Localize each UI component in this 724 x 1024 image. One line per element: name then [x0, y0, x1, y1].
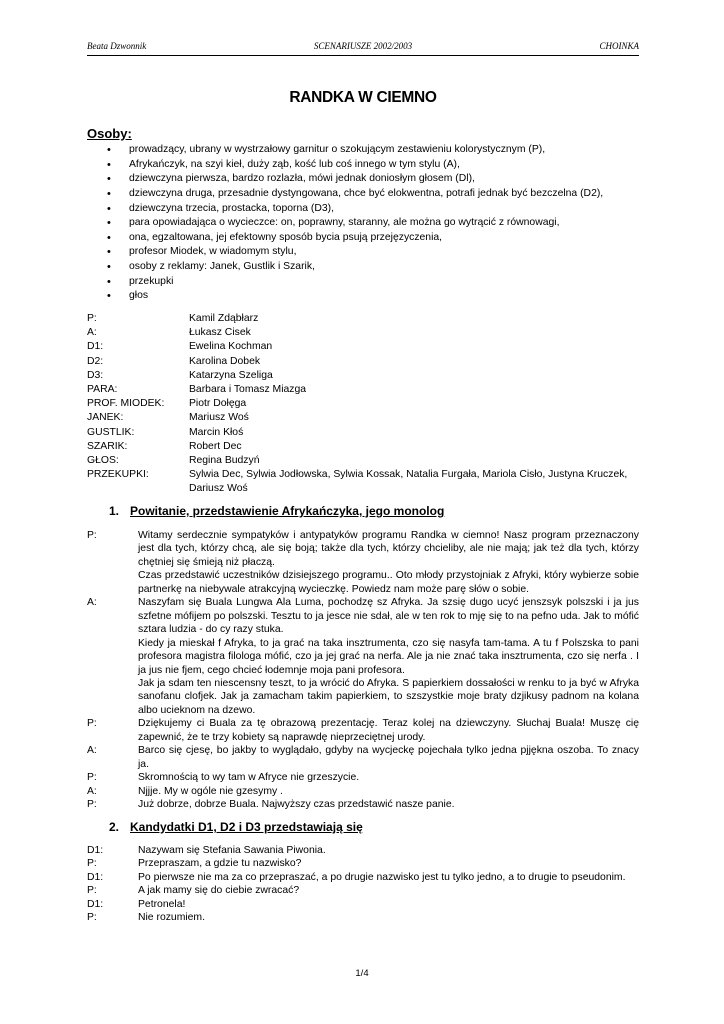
- header-author: Beata Dzwonnik: [87, 41, 147, 51]
- speech-paragraph: Jak ja sdam ten niescensny teszt, to ja wrócić do Afryka. S papierkiem dossałości w renku to ja być w Afryka sanofanu clofjek. Jak ja zamacham takim papierkiem, to szszystkie moje braty dzjikusy padnom na kolana albo ucieknom na dzewo.: [138, 677, 639, 716]
- speech-text: [138, 798, 639, 811]
- speech-text: [138, 596, 639, 717]
- speaker-label: P:: [87, 885, 97, 897]
- cast-role: P:: [87, 313, 97, 324]
- cast-actor: Ewelina Kochman: [189, 341, 273, 353]
- cast-list: [87, 312, 639, 497]
- page-number: 1/4: [355, 968, 369, 979]
- section-title: Powitanie, przedstawienie Afrykańczyka, jego monolog: [130, 504, 445, 518]
- speech-paragraph: Po pierwsze nie ma za co przepraszać, a po drugie nazwisko jest tu tylko jedno, a to drugie to pseudonim.: [138, 871, 626, 883]
- cast-row: [87, 426, 639, 440]
- header-topic: CHOINKA: [599, 41, 639, 51]
- cast-row: [87, 397, 639, 411]
- list-item: • osoby z reklamy: Janek, Gustlik i Szarik,: [113, 260, 633, 275]
- speech-text: [138, 871, 639, 884]
- speaker-label: D1:: [87, 845, 104, 856]
- speech-text: [138, 529, 639, 596]
- dialogue-line: [87, 798, 639, 811]
- dialogue-line: [87, 529, 639, 596]
- cast-role: JANEK:: [87, 412, 124, 424]
- speaker-label: D1:: [87, 898, 104, 910]
- dialogue-line: [87, 898, 639, 911]
- list-item: • ona, egzaltowana, jej efektowny sposób bycia psują przejęzyczenia,: [113, 231, 633, 246]
- cast-actor: Karolina Dobek: [189, 355, 261, 367]
- cast-actor: Barbara i Tomasz Miazga: [189, 384, 307, 396]
- page-header: [87, 41, 639, 56]
- speaker-label: P:: [87, 718, 97, 730]
- speech-text: [138, 857, 639, 870]
- speech-paragraph: Przepraszam, a gdzie tu nazwisko?: [138, 858, 302, 870]
- speaker-label: P:: [87, 799, 97, 811]
- list-item: • Afrykańczyk, na szyi kieł, duży ząb, kość lub coś innego w tym stylu (A),: [113, 158, 633, 173]
- speech-paragraph: Witamy serdecznie sympatyków i antypatyków programu Randka w ciemno! Nasz program przeznaczony jest dla tych, którzy chcą, ale się boją; także dla tych, którzy chcieliby, ale nie mają; jak też dla tych, którzy chętniej się śmieją niż płaczą.: [138, 530, 639, 568]
- list-item: • głos: [113, 289, 633, 304]
- dialogue-section-2: [87, 844, 639, 925]
- list-item: • dziewczyna pierwsza, bardzo rozlazła, mówi jednak doniosłym głosem (Dl),: [113, 172, 633, 187]
- speech-paragraph: Njjje. My w ogóle nie gzesymy .: [138, 785, 283, 797]
- speaker-label: P:: [87, 772, 97, 784]
- cast-row: [87, 468, 639, 496]
- list-item: • para opowiadająca o wycieczce: on, poprawny, staranny, ale można go wytrącić z równowagi,: [113, 216, 633, 231]
- speech-paragraph: Już dobrze, dobrze Buala. Najwyższy czas przedstawić nasze panie.: [138, 799, 455, 811]
- cast-row: [87, 355, 639, 369]
- cast-actor: Regina Budzyń: [189, 455, 260, 467]
- list-item: • dziewczyna druga, przesadnie dystyngowana, chce być elokwentna, potrafi jednak być bezczelna (D2),: [113, 187, 633, 202]
- cast-role: A:: [87, 327, 97, 339]
- dialogue-line: [87, 744, 639, 771]
- speech-paragraph: Petronela!: [138, 898, 186, 910]
- speech-paragraph: Nie rozumiem.: [138, 912, 205, 924]
- section-heading-2: [109, 820, 363, 834]
- cast-role: GUSTLIK:: [87, 426, 135, 438]
- speech-paragraph: Barco się cjesę, bo jakby to wyglądało, gdyby na wycjeckę pojechała tylko jedna pjjękna oszoba. To znacy ja.: [138, 745, 639, 770]
- dialogue-line: [87, 884, 639, 897]
- speech-paragraph: Czas przedstawić uczestników dzisiejszego programu.. Oto młody przystojniak z Afryki, który wybierze sobie partnerkę na niebywale atrakcyjną wycieczkę. Powiedz nam może parę słów o sobie.: [138, 570, 639, 595]
- header-series: SCENARIUSZE 2002/2003: [313, 41, 413, 51]
- speaker-label: A:: [87, 785, 97, 797]
- dialogue-line: [87, 844, 639, 857]
- dialogue-line: [87, 771, 639, 784]
- speaker-label: P:: [87, 858, 97, 870]
- speaker-label: A:: [87, 745, 97, 757]
- speaker-label: D1:: [87, 871, 104, 883]
- section-number: 2.: [109, 820, 120, 834]
- cast-role: PRZEKUPKI:: [87, 469, 149, 481]
- cast-row: [87, 312, 639, 326]
- cast-actor: Katarzyna Szeliga: [189, 369, 273, 381]
- speaker-label: P:: [87, 530, 97, 541]
- speech-text: [138, 911, 639, 924]
- list-item: • dziewczyna trzecia, prostacka, toporna (D3),: [113, 202, 633, 217]
- characters-heading: Osoby:: [87, 126, 132, 141]
- dialogue-line: [87, 871, 639, 884]
- cast-row: [87, 411, 639, 425]
- cast-role: PARA:: [87, 384, 118, 396]
- cast-row: [87, 454, 639, 468]
- speech-paragraph: A jak mamy się do ciebie zwracać?: [138, 885, 300, 897]
- list-item: • profesor Miodek, w wiadomym stylu,: [113, 245, 633, 260]
- dialogue-line: [87, 785, 639, 798]
- cast-role: PROF. MIODEK:: [87, 398, 165, 410]
- dialogue-line: [87, 857, 639, 870]
- character-list: [113, 143, 633, 304]
- speech-text: [138, 844, 639, 857]
- speech-paragraph: Skromnością to wy tam w Afryce nie grzeszycie.: [138, 772, 360, 784]
- speaker-label: P:: [87, 912, 97, 924]
- section-number: 1.: [109, 504, 120, 518]
- cast-role: D1:: [87, 341, 104, 353]
- cast-actor: Sylwia Dec, Sylwia Jodłowska, Sylwia Kossak, Natalia Furgała, Mariola Cisło, Justyna Kruczek, Dariusz Woś: [189, 469, 628, 495]
- speech-text: [138, 884, 639, 897]
- speech-text: [138, 771, 639, 784]
- dialogue-line: [87, 717, 639, 744]
- section-title: Kandydatki D1, D2 i D3 przedstawiają się: [130, 820, 363, 834]
- cast-row: [87, 383, 639, 397]
- cast-actor: Mariusz Woś: [189, 412, 249, 424]
- cast-row: [87, 340, 639, 354]
- cast-actor: Łukasz Cisek: [189, 327, 251, 339]
- speech-text: [138, 785, 639, 798]
- speech-paragraph: Naszyfam się Buala Lungwa Ala Luma, pochodzę sz Afryka. Ja szsię dugo ucyć jenszsyk polszski i ja jus szfetne mófijem po polszski. Tesztu to ja jesce nie sdał, ale w ten rok to mję się to na pefno uda. Jak to mófić sztara ludzia - do cy razy stuka.: [138, 597, 639, 636]
- section-heading-1: [109, 504, 444, 518]
- speaker-label: A:: [87, 597, 97, 609]
- cast-role: GŁOS:: [87, 455, 119, 467]
- dialogue-section-1: [87, 529, 639, 812]
- cast-row: [87, 440, 639, 454]
- cast-role: SZARIK:: [87, 440, 128, 452]
- cast-row: [87, 326, 639, 340]
- cast-actor: Piotr Dołęga: [189, 398, 247, 410]
- cast-role: D3:: [87, 369, 104, 381]
- list-item: • prowadzący, ubrany w wystrzałowy garnitur o szokującym zestawieniu kolorystycznym (P),: [113, 143, 633, 158]
- document-title: RANDKA W CIEMNO: [289, 89, 437, 106]
- cast-role: D2:: [87, 355, 104, 367]
- speech-text: [138, 717, 639, 744]
- speech-paragraph: Nazywam się Stefania Sawania Piwonia.: [138, 845, 326, 856]
- cast-actor: Marcin Kłoś: [189, 426, 244, 438]
- cast-row: [87, 369, 639, 383]
- speech-paragraph: Kiedy ja mieskał f Afryka, to ja grać na taka insztrumenta, czo się nasyfa tam-tama. A tu f Polszska to pani profesora magistra filologa mófić, czo ja jej grać na nerfa. Ale ja nie znać taka insztrumenta, czo się nerfa . I ja jus nie fjem, cego chcieć łodemnje moja pani profesora.: [138, 637, 639, 676]
- speech-text: [138, 898, 639, 911]
- cast-actor: Kamil Zdąbłarz: [189, 313, 259, 324]
- list-item: • przekupki: [113, 275, 633, 290]
- speech-text: [138, 744, 639, 771]
- speech-paragraph: Dziękujemy ci Buala za tę obrazową prezentację. Teraz kolej na dziewczyny. Słuchaj Buala! Muszę cię zapewnić, że te trzy kobiety są naprawdę nieprzeciętnej urody.: [138, 718, 639, 743]
- dialogue-line: [87, 911, 639, 924]
- dialogue-line: [87, 596, 639, 717]
- cast-actor: Robert Dec: [189, 440, 242, 452]
